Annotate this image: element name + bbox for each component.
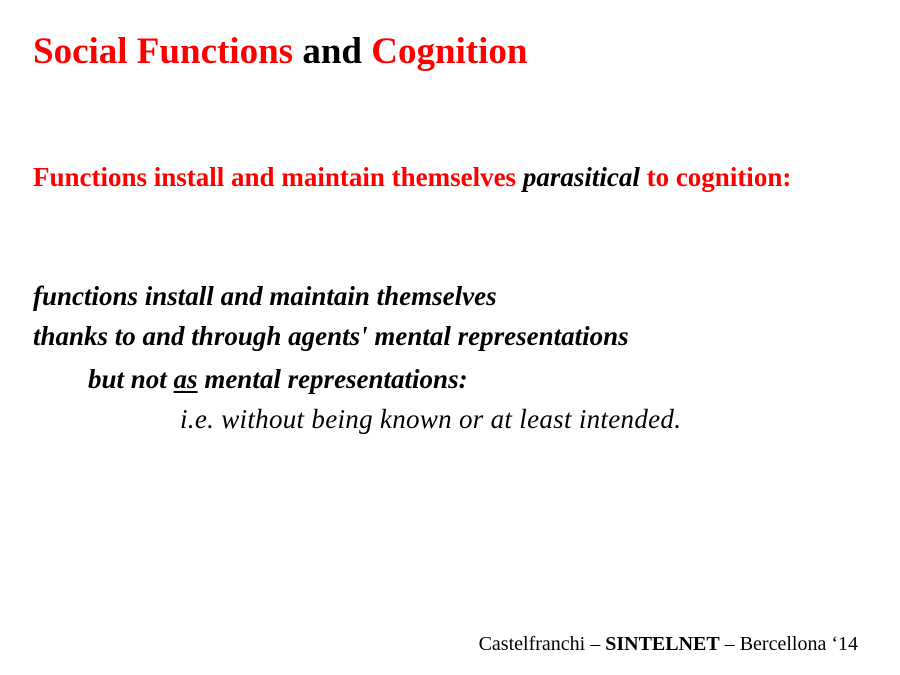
subheading-part1: Functions install and maintain themselves — [33, 162, 523, 192]
subheading-parasitical: parasitical — [522, 162, 640, 192]
slide-subheading — [33, 158, 873, 197]
footer-author: Castelfranchi – — [478, 633, 606, 655]
slide-title — [33, 30, 528, 74]
body-line-3-underlined: as — [173, 364, 198, 394]
footer-project: SINTELNET — [605, 633, 720, 655]
subheading-part3: to cognition: — [639, 162, 792, 192]
body-line-3-after: mental representations: — [197, 364, 468, 394]
body-line-3 — [88, 363, 468, 395]
footer-rest: – Bercellona ‘14 — [719, 633, 858, 655]
slide-footer — [479, 633, 858, 656]
body-line-3-before: but not — [88, 364, 174, 394]
title-part-and: and — [293, 31, 372, 72]
title-part-social-functions: Social Functions — [33, 31, 294, 72]
body-line-1: functions install and maintain themselves — [33, 281, 497, 311]
body-line-4: i.e. without being known or at least intended. — [180, 404, 682, 434]
title-part-cognition: Cognition — [371, 31, 528, 72]
body-line-2: thanks to and through agents' mental representations — [33, 321, 629, 351]
